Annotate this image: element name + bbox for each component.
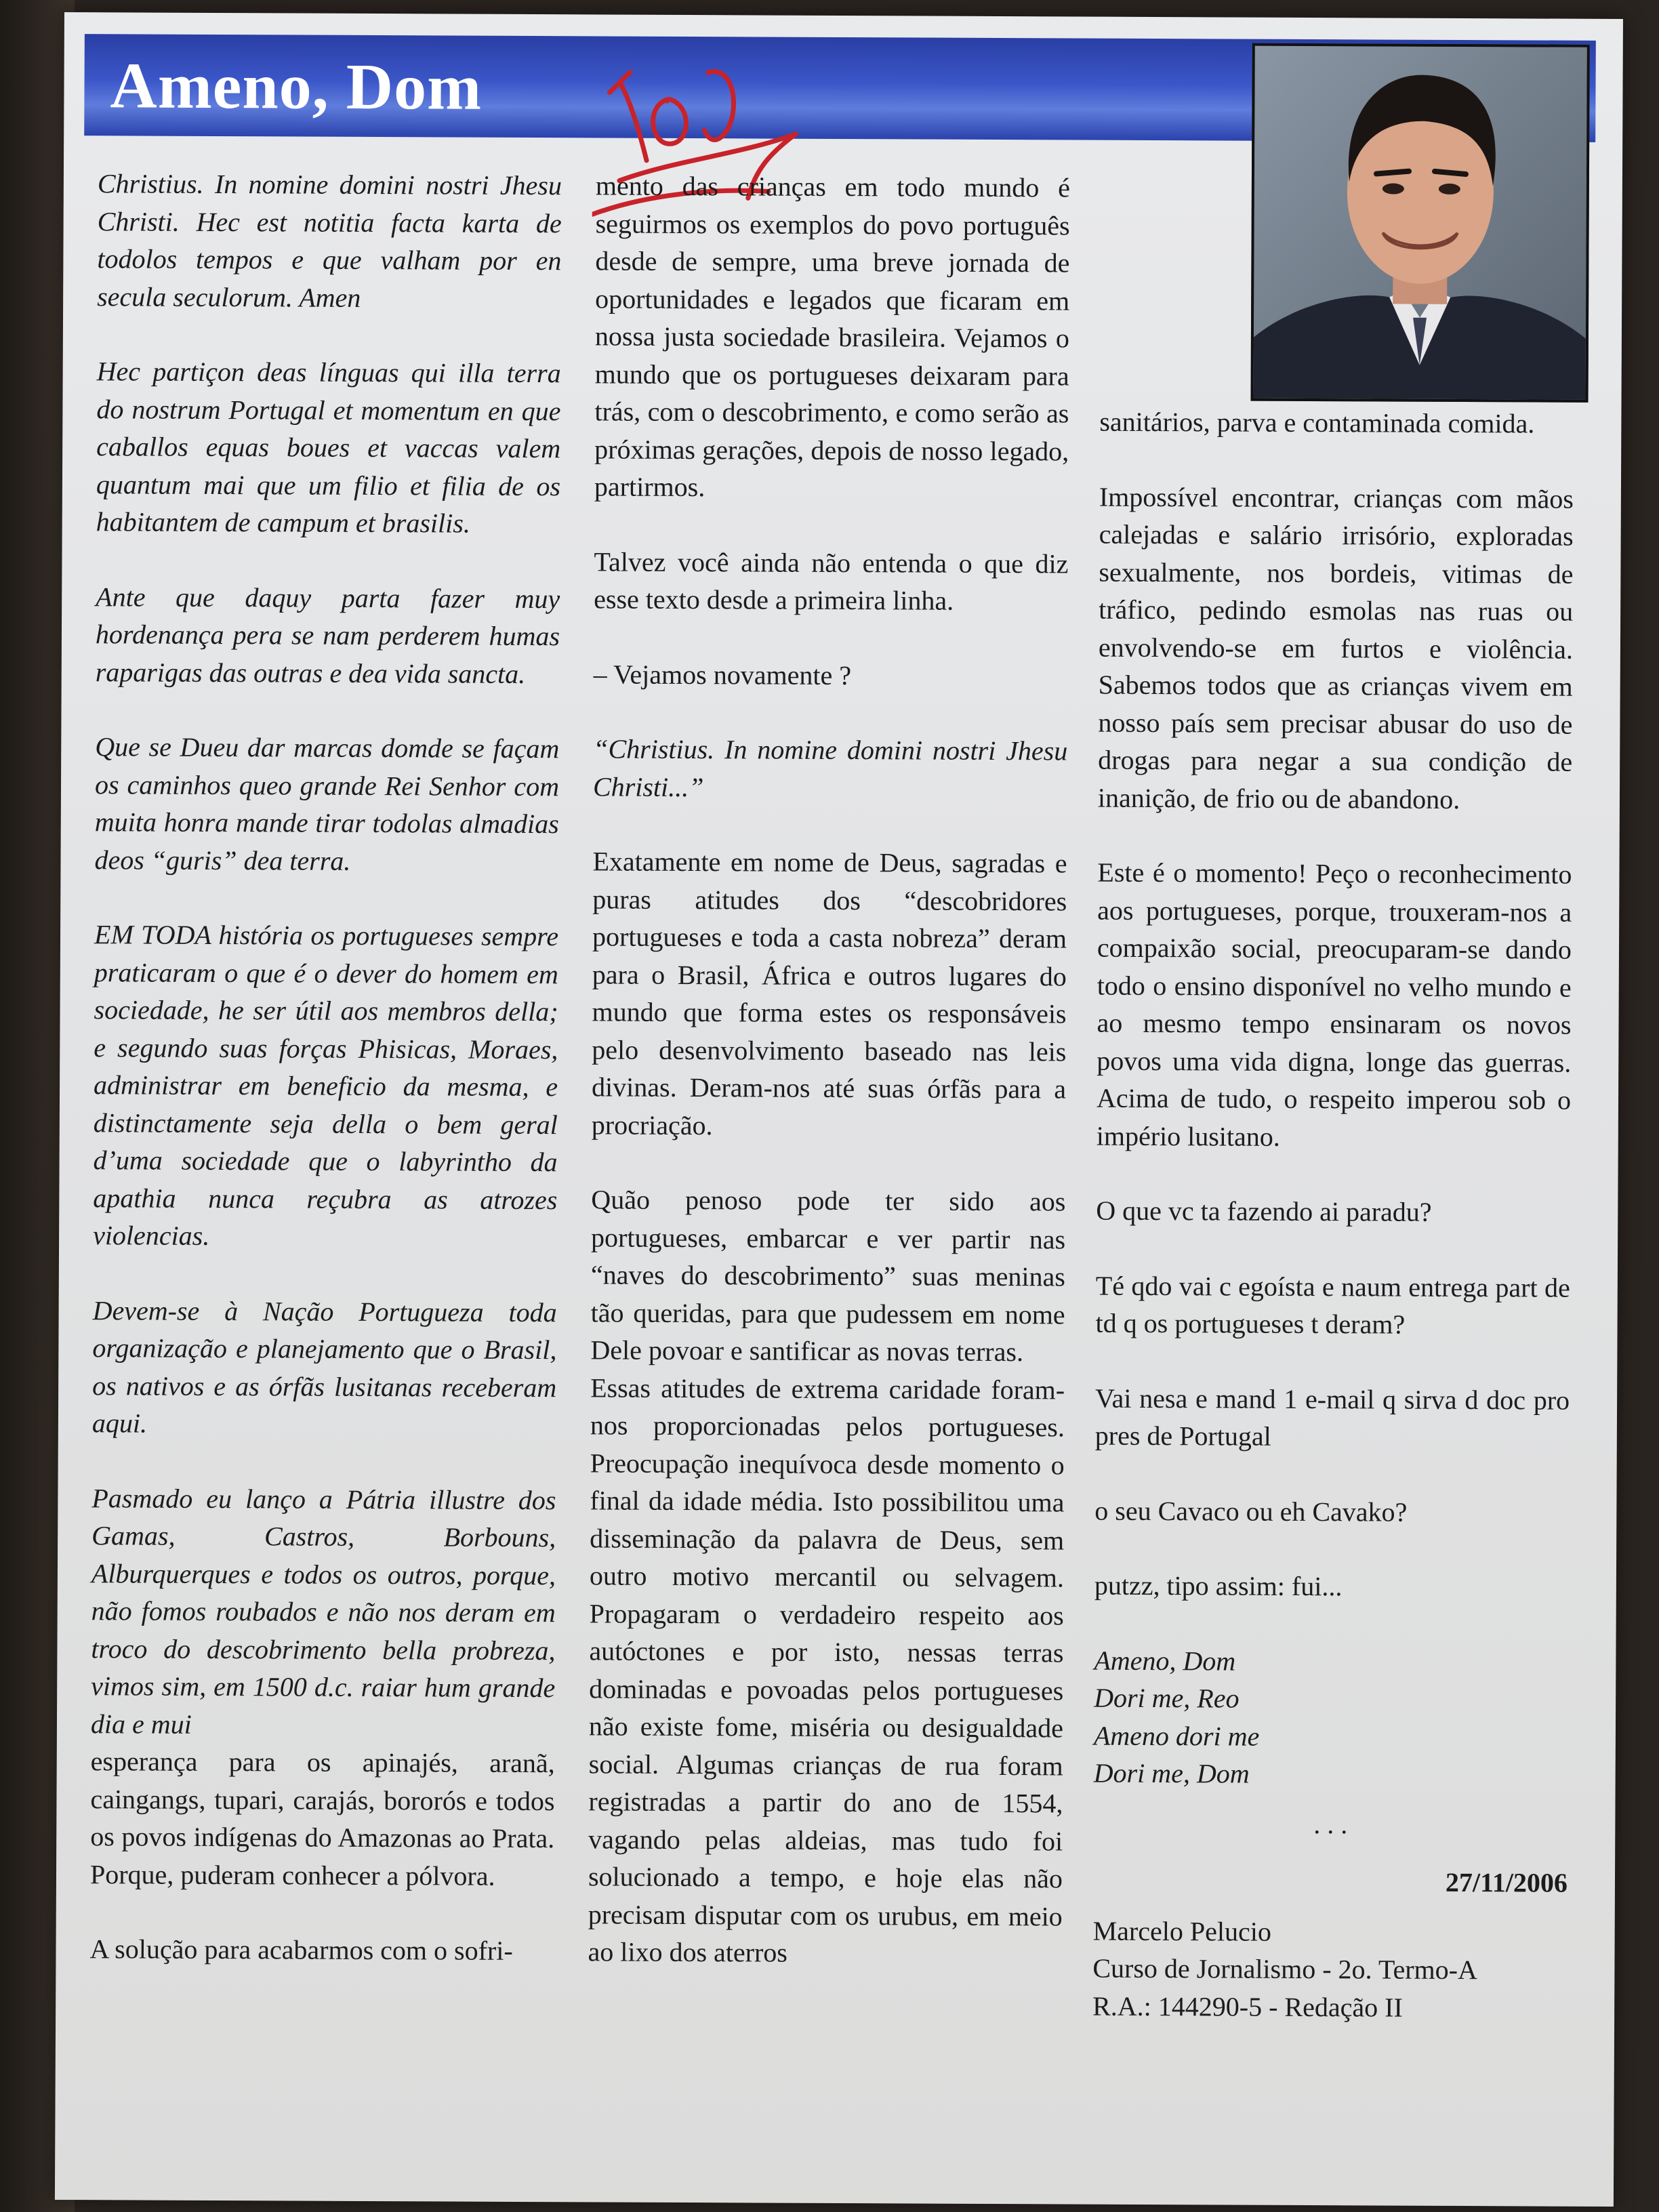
- page-title: Ameno, Dom: [110, 49, 483, 123]
- paragraph: esperança para os apinajés, aranã, caingangs, tupari, carajás, bororós e todos os povos indígenas do Amazonas ao Prata. Porque, puderam conhecer a pólvora.: [89, 1746, 555, 1891]
- verse: [1094, 1641, 1569, 1794]
- column-2: [588, 167, 1070, 2010]
- paragraph: putzz, tipo assim: fui...: [1094, 1570, 1343, 1602]
- paragraph: A solução para acabarmos com o sofri-: [89, 1933, 513, 1966]
- paragraph: Essas atitudes de extrema caridade foram-nos proporcionadas pelos portugueses. Preocupação inequívoca desde momento o final da idade média. Isto possibilitou uma disseminação da palavra de Deus, sem outro motivo mercantil ou selvagem. Propagaram o verdadeiro respeito aos autóctones e por isto, nessas terras dominadas e povoadas pelos portugueses não existe fome, miséria ou desigualdade social. Algumas crianças de rua foram registradas a partir do ano de 1554, vagando pelas aldeias, mas tudo foi solucionado a tempo, e hoje elas não precisam disputar com os urubus, em meio ao lixo dos aterros: [588, 1372, 1065, 1968]
- paragraph: sanitários, parva e contaminada comida.: [1099, 406, 1535, 439]
- paragraph: Pasmado eu lanço a Pátria illustre dos Gamas, Castros, Borbouns, Alburquerques e todos os outros, porque, não fomos roubados e não nos deram em troco do descobrimento bella probreza, vimos sim, em 1500 d.c. raiar hum grande dia e mui: [90, 1482, 556, 1740]
- paragraph: Exatamente em nome de Deus, sagradas e puras atitudes dos “descobridores portugueses e toda a casta nobreza” deram para o Brasil, África e outros lugares do mundo que forma estes os responsáveis pelo desenvolvimento baseado nas leis divinas. Deram-nos até suas órfãs para a procriação.: [591, 846, 1067, 1141]
- paragraph: – Vejamos novamente ?: [593, 658, 852, 691]
- verse-line: Dori me, Reo: [1094, 1682, 1240, 1714]
- portrait-image: [1254, 46, 1587, 400]
- quote: “Christius. In nomine domini nostri Jhesu Christi...”: [592, 733, 1068, 802]
- paragraph: Christius. In nomine domini nostri Jhesu Christi. Hec est notitia facta karta de todolos tempos e que valham por en secula seculorum. Amen: [97, 168, 562, 313]
- author-name: Marcelo Pelucio: [1092, 1915, 1272, 1947]
- column-1: [89, 165, 562, 2007]
- paragraph: Impossível encontrar, crianças com mãos calejadas e salário irrisório, exploradas sexualmente, nos bordeis, vitimas de tráfico, pedindo esmolas nas ruas ou envolvendo-se em furtos e violência. Sabemos todos que as crianças vivem em nosso país sem precisar abusar do uso de drogas para negar a sua condição de inanição, de frio ou de abandono.: [1097, 481, 1574, 815]
- paragraph: mento das crianças em todo mundo é seguirmos os exemplos do povo português desde de sempre, uma breve jornada de oportunidades e legados que ficaram em nossa justa sociedade brasileira. Vejamos o mundo que os portugueses deixaram para trás, com o descobrimento, e como serão as próximas gerações, depois de nosso legado, partirmos.: [594, 170, 1070, 503]
- verse-line: Ameno, Dom: [1094, 1645, 1236, 1677]
- author-photo: [1251, 43, 1590, 403]
- paragraph: Este é o momento! Peço o reconhecimento aos portugueses, porque, trouxeram-nos a compaixão social, preocuparam-se dando todo o ensino disponível no velho mundo e ao mesmo tempo ensinaram os novos povos uma vida digna, longe das guerras. Acima de tudo, o respeito imperou sob o império lusitano.: [1096, 857, 1572, 1152]
- author-course: Curso de Jornalismo - 2o. Termo-A: [1092, 1952, 1478, 1986]
- paragraph: O que vc ta fazendo ai paradu?: [1096, 1195, 1432, 1227]
- verse-line: Dori me, Dom: [1093, 1757, 1250, 1789]
- paragraph: Vai nesa e mand 1 e-mail q sirva d doc pro pres de Portugal: [1094, 1382, 1570, 1452]
- newspaper-page: [55, 12, 1623, 2207]
- column-3: [1092, 403, 1574, 2027]
- paragraph: Ante que daquy parta fazer muy hordenança pera se nam perderem humas raparigas das outras e dea vida sancta.: [95, 581, 560, 689]
- paragraph: Que se Dueu dar marcas domde se façam os caminhos queo grande Rei Senhor com muita honra mande tirar todolas almadias deos “guris” dea terra.: [94, 731, 560, 876]
- ellipsis: . . .: [1313, 1808, 1348, 1839]
- date: 27/11/2006: [1445, 1866, 1568, 1898]
- paragraph: Devem-se à Nação Portugueza toda organização e planejamento que o Brasil, os nativos e as órfãs lusitanas receberam aqui.: [91, 1294, 557, 1439]
- paragraph: Té qdo vai c egoísta e naum entrega part de td q os portugueses t deram?: [1095, 1270, 1570, 1340]
- author-info: [1092, 1912, 1568, 2027]
- verse-line: Ameno dori me: [1093, 1720, 1260, 1752]
- paragraph: EM TODA história os portugueses sempre praticaram o que é o dever do homem em sociedade, he ser útil aos membros della; e segundo suas forças Phisicas, Moraes, administrar em beneficio da mesma, e distinctamente seja della o bem geral d’uma sociedade que o labyrintho da apathia nunca reçubra as atrozes violencias.: [93, 919, 559, 1251]
- paragraph: Hec partiçon deas línguas qui illa terra do nostrum Portugal et momentum en que caballos equas boues et vaccas valem quantum mai que um filio et filia de os habitantem de campum et brasilis.: [96, 356, 561, 539]
- paragraph: Quão penoso pode ter sido aos portugueses, embarcar e ver partir nas “naves do descobrimento” suas meninas tão queridas, para que pudessem em nome Dele povoar e santificar as novas terras.: [590, 1184, 1066, 1368]
- paragraph: o seu Cavaco ou eh Cavako?: [1094, 1495, 1408, 1528]
- paragraph: Talvez você ainda não entenda o que diz esse texto desde a primeira linha.: [594, 546, 1069, 616]
- author-registration: R.A.: 144290-5 - Redação II: [1092, 1990, 1403, 2023]
